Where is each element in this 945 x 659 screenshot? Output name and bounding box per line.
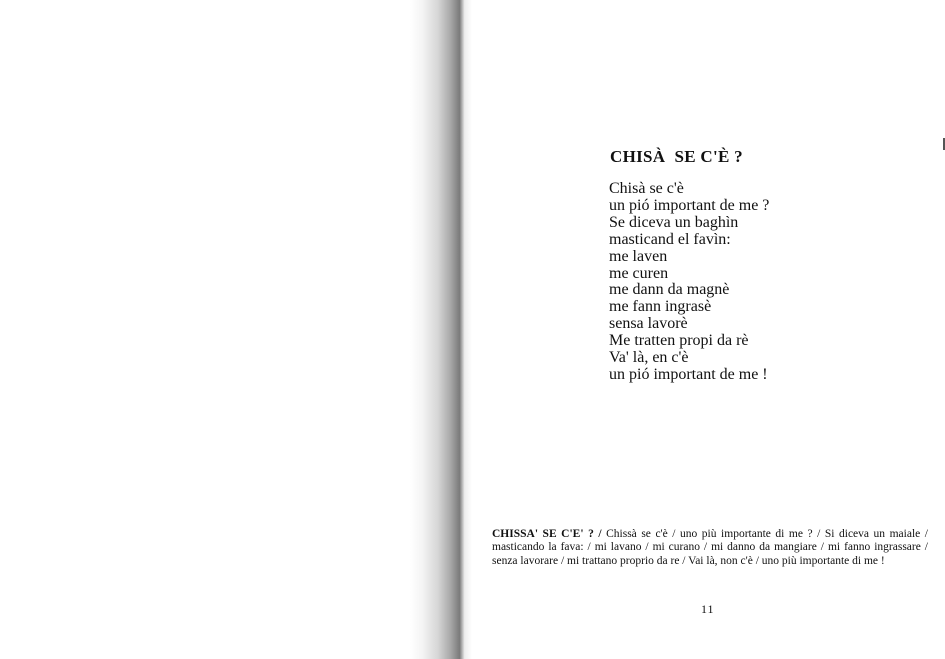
- poem-body: [609, 181, 769, 384]
- poem-line: me laven: [609, 247, 668, 265]
- left-page-blank: [0, 0, 410, 659]
- poem-line: me dann da magnè: [609, 281, 730, 299]
- poem-line: masticand el favìn:: [609, 230, 731, 248]
- translation-body: Chissà se c'è / uno più importante di me ? / Si diceva un maiale / masticando la fava: / mi lavano / mi curano / mi danno da mangiare / mi fanno ingrassare / senza lavorare / mi trattano proprio da re / Vai là, non c'è / uno più importante di me !: [492, 528, 928, 567]
- poem-line: me fann ingrasè: [609, 298, 712, 316]
- poem-line: me curen: [609, 264, 669, 282]
- translation-title: CHISSA' SE C'E' ? /: [492, 528, 602, 540]
- italian-translation-footnote: [492, 528, 928, 568]
- page-number: 11: [701, 602, 715, 616]
- poem-line: sensa lavorè: [609, 315, 688, 333]
- poem-title: CHISÀ SE C'È ?: [610, 147, 743, 166]
- book-gutter-shadow: [410, 0, 472, 659]
- poem-line: un pió important de me !: [609, 365, 768, 383]
- poem-line: Se diceva un baghìn: [609, 213, 739, 231]
- poem-line: Va' là, en c'è: [609, 349, 689, 367]
- poem-line: Me tratten propi da rè: [609, 332, 749, 350]
- right-page: [472, 0, 945, 659]
- poem-line: un pió important de me ?: [609, 196, 770, 214]
- poem-line: Chisà se c'è: [609, 180, 684, 197]
